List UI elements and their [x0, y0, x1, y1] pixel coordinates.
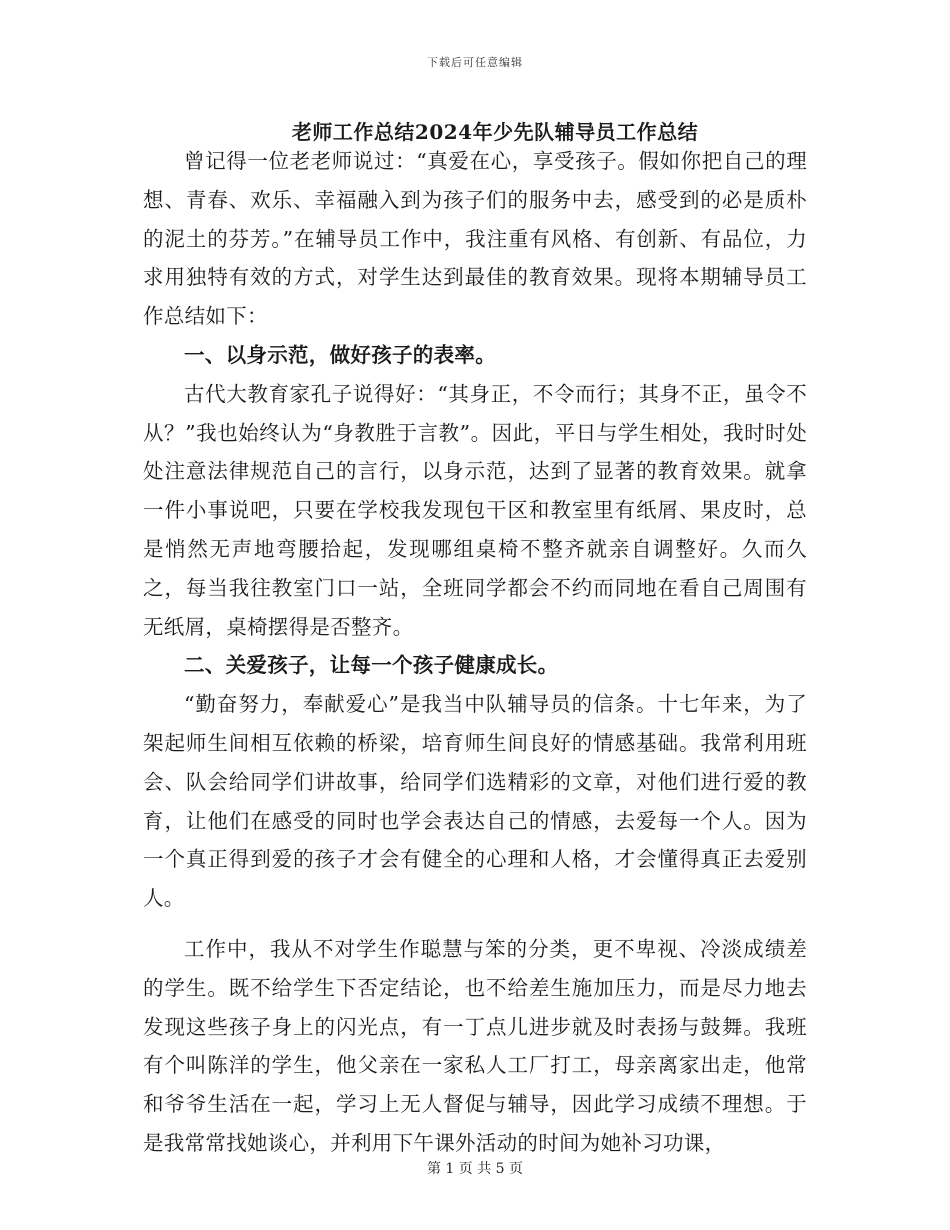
section-2-paragraph-2: 工作中，我从不对学生作聪慧与笨的分类，更不卑视、冷淡成绩差的学生。既不给学生下否定结论，也不给差生施加压力，而是尽力地去发现这些孩子身上的闪光点，有一丁点儿进步就及时表扬与鼓舞。我班有个叫陈洋的学生，他父亲在一家私人工厂打工，母亲离家出走，他常和爷爷生活在一起，学习上无人督促与辅导，因此学习成绩不理想。于是我常常找她谈心，并利用下午课外活动的时间为她补习功课， [143, 936, 807, 1155]
section-heading-2: 二、关爱孩子，让每一个孩子健康成长。 [184, 653, 559, 678]
page-header-note: 下载后可任意编辑 [427, 56, 523, 69]
section-1-paragraph: 古代大教育家孔子说得好：“其身正，不令而行；其身不正，虽令不从？”我也始终认为“身教胜于言教”。因此，平日与学生相处，我时时处处注意法律规范自己的言行，以身示范，达到了显著的教育效果。就拿一件小事说吧，只要在学校我发现包干区和教室里有纸屑、果皮时，总是悄然无声地弯腰拾起，发现哪组桌椅不整齐就亲自调整好。久而久之，每当我往教室门口一站，全班同学都会不约而同地在看自己周围有无纸屑，桌椅摆得是否整齐。 [143, 381, 807, 639]
page-number-footer: 第 1 页 共 5 页 [426, 1161, 524, 1177]
section-heading-1: 一、以身示范，做好孩子的表率。 [184, 342, 496, 367]
section-2-paragraph-1: “勤奋努力，奉献爱心”是我当中队辅导员的信条。十七年来，为了架起师生间相互依赖的桥梁，培育师生间良好的情感基础。我常利用班会、队会给同学们讲故事，给同学们选精彩的文章，对他们进行爱的教育，让他们在感受的同时也学会表达自己的情感，去爱每一个人。因为一个真正得到爱的孩子才会有健全的心理和人格，才会懂得真正去爱别人。 [143, 692, 807, 911]
document-body [143, 142, 807, 1163]
document-title: 老师工作总结2024年少先队辅导员工作总结 [291, 120, 699, 144]
intro-paragraph: 曾记得一位老老师说过：“真爱在心，享受孩子。假如你把自己的理想、青春、欢乐、幸福融入到为孩子们的服务中去，感受到的必是质朴的泥土的芬芳。”在辅导员工作中，我注重有风格、有创新、有品位，力求用独特有效的方式，对学生达到最佳的教育效果。现将本期辅导员工作总结如下： [143, 149, 807, 329]
